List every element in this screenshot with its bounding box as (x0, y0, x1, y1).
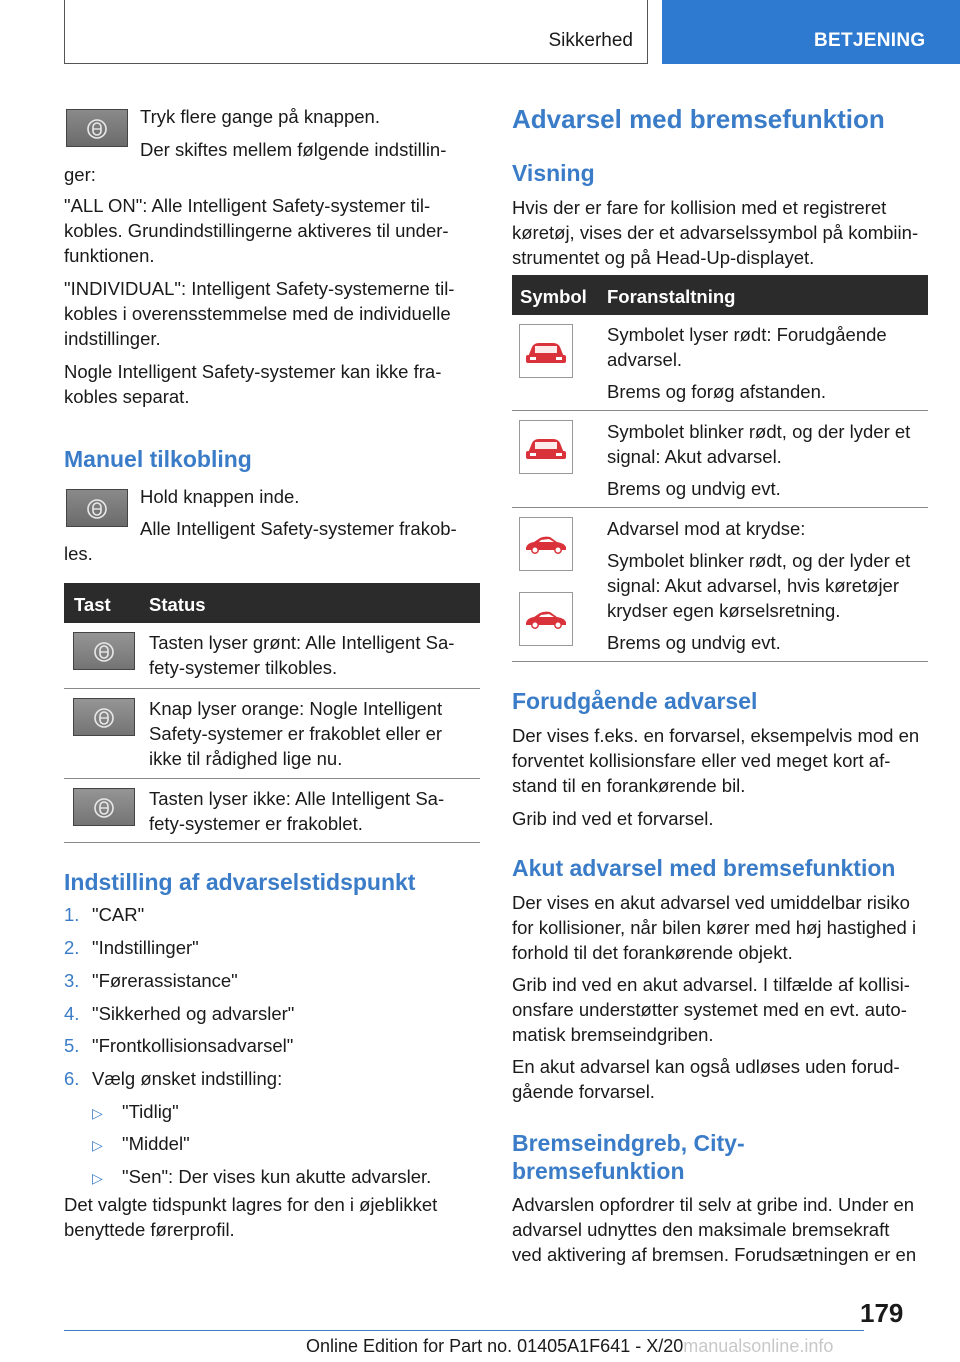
tast-col-header: Tast (74, 594, 111, 615)
tast-row2-c: ikke til rådighed lige nu. (149, 748, 343, 769)
akut-text-a: Der vises en akut advarsel ved umiddelbar risiko (512, 892, 910, 913)
individual-text-b: kobles i overensstemmelse med de individuelle (64, 303, 451, 324)
crossing-car-icon (519, 517, 573, 571)
akut-text-g: En akut advarsel kan også udløses uden forud- (512, 1056, 900, 1077)
foranstaltning-col-header: Foranstaltning (607, 286, 736, 307)
tast-row2-a: Knap lyser orange: Nogle Intelligent (149, 698, 443, 719)
car-flashing-warning-icon (519, 420, 573, 474)
intro-text-2a: Der skiftes mellem følgende indstillin- (140, 139, 447, 160)
sym-row3-d: krydser egen kørselsretning. (607, 600, 841, 621)
option-item: ▷ "Middel" (64, 1131, 484, 1164)
brems-text-a: Advarslen opfordrer til selv at gribe ind. Under en (512, 1194, 915, 1215)
akut-text-h: gående forvarsel. (512, 1081, 655, 1102)
sym-row2-b: signal: Akut advarsel. (607, 446, 782, 467)
option-item: ▷ "Sen": Der vises kun akutte advarsler. (64, 1164, 484, 1197)
nogle-text-a: Nogle Intelligent Safety-systemer kan ikke fra- (64, 361, 442, 382)
symbol-table-header (512, 275, 928, 315)
akut-text-f: matisk bremseindgriben. (512, 1024, 714, 1045)
indstilling-heading: Indstilling af advarselstidspunkt (64, 869, 416, 895)
akut-text-e: onsfare understøtter systemet med en evt. auto- (512, 999, 907, 1020)
row-divider (64, 778, 480, 779)
tast-row3-b: fety-systemer er frakoblet. (149, 813, 363, 834)
triangle-bullet-icon: ▷ (92, 1170, 103, 1186)
header-chapter-tab (662, 0, 960, 64)
all-on-text-b: kobles. Grundindstillingerne aktiveres til under- (64, 220, 449, 241)
forud-text-c: stand til en forankørende bil. (512, 775, 746, 796)
car-warning-icon (519, 324, 573, 378)
bremseindgreb-heading-a: Bremseindgreb, City- (512, 1130, 745, 1156)
status-off-button-icon (73, 788, 135, 826)
all-on-text-a: "ALL ON": Alle Intelligent Safety-systemer til- (64, 195, 431, 216)
step-item: 4. "Sikkerhed og advarsler" (64, 1003, 295, 1024)
forudgaaende-heading: Forudgående advarsel (512, 688, 758, 714)
akut-heading: Akut advarsel med bremsefunktion (512, 855, 896, 881)
sym-row1-c: Brems og forøg afstanden. (607, 381, 827, 402)
hold-text: Hold knappen inde. (140, 486, 300, 507)
sym-row3-e: Brems og undvig evt. (607, 632, 781, 653)
step-item: 5. "Frontkollisionsadvarsel" (64, 1035, 294, 1056)
nogle-text-b: kobles separat. (64, 386, 190, 407)
crossing-car-icon-2 (519, 592, 573, 646)
tast-table-header (64, 583, 480, 623)
closing-text-a: Det valgte tidspunkt lagres for den i øjeblikket (64, 1194, 438, 1215)
row-divider (512, 507, 928, 508)
forud-text-b: forventet kollisionsfare eller ved meget kort af- (512, 750, 891, 771)
steps-list (64, 902, 484, 1197)
akut-text-c: forhold til det forankørende objekt. (512, 942, 793, 963)
visning-heading: Visning (512, 160, 595, 186)
edition-text: Online Edition for Part no. 01405A1F641 - X/20manualsonline.info (306, 1336, 834, 1356)
sym-row1-b: advarsel. (607, 349, 683, 370)
step-item: 3. "Førerassistance" (64, 970, 238, 991)
watermark-text: manualsonline.info (683, 1336, 834, 1356)
tast-row1-b: fety-systemer tilkobles. (149, 657, 338, 678)
status-orange-button-icon (73, 698, 135, 736)
safety-button-icon (66, 109, 128, 147)
row-divider (512, 661, 928, 662)
tast-row3-a: Tasten lyser ikke: Alle Intelligent Sa- (149, 788, 445, 809)
sym-row2-c: Brems og undvig evt. (607, 478, 781, 499)
row-divider (64, 842, 480, 843)
brems-text-c: ved aktivering af bremsen. Forudsætningen er en (512, 1244, 917, 1265)
brems-text-b: advarsel udnyttes den maksimale bremsekraft (512, 1219, 890, 1240)
individual-text-c: indstillinger. (64, 328, 161, 349)
bremseindgreb-heading-b: bremsefunktion (512, 1158, 685, 1184)
intro-text-1: Tryk flere gange på knappen. (140, 106, 380, 127)
tast-row2-b: Safety-systemer er frakoblet eller er (149, 723, 443, 744)
step-item: 2. "Indstillinger" (64, 937, 199, 958)
intro-text-2b: ger: (64, 164, 96, 185)
closing-text-b: benyttede førerprofil. (64, 1219, 235, 1240)
footer-divider (64, 1330, 864, 1331)
header-section-label: Sikkerhed (548, 30, 633, 51)
triangle-bullet-icon: ▷ (92, 1105, 103, 1121)
akut-text-d: Grib ind ved en akut advarsel. I tilfælde af kollisi- (512, 974, 910, 995)
sym-row3-a: Advarsel mod at krydse: (607, 518, 806, 539)
manuel-heading: Manuel tilkobling (64, 446, 252, 472)
safety-button-icon-2 (66, 489, 128, 527)
status-green-button-icon (73, 632, 135, 670)
visning-text-a: Hvis der er fare for kollision med et registreret (512, 197, 887, 218)
step-item: 6. Vælg ønsket indstilling: (64, 1068, 283, 1089)
akut-text-b: for kollisioner, når bilen kører med høj hastighed i (512, 917, 917, 938)
all-on-text-c: funktionen. (64, 245, 155, 266)
status-col-header: Status (149, 594, 206, 615)
triangle-bullet-icon: ▷ (92, 1137, 103, 1153)
sym-row3-b: Symbolet blinker rødt, og der lyder et (607, 550, 911, 571)
alle-text-b: les. (64, 543, 93, 564)
step-item: 1. "CAR" (64, 904, 145, 925)
tast-row1-a: Tasten lyser grønt: Alle Intelligent Sa- (149, 632, 455, 653)
individual-text-a: "INDIVIDUAL": Intelligent Safety-systemerne til- (64, 278, 455, 299)
header-section-tab (64, 0, 648, 64)
symbol-col-header: Symbol (520, 286, 587, 307)
alle-text-a: Alle Intelligent Safety-systemer frakob- (140, 518, 457, 539)
sym-row2-a: Symbolet blinker rødt, og der lyder et (607, 421, 911, 442)
row-divider (512, 410, 928, 411)
header-chapter-label: BETJENING (814, 30, 926, 51)
option-item: ▷ "Tidlig" (64, 1099, 484, 1131)
page-number: 179 (860, 1298, 904, 1328)
row-divider (64, 688, 480, 689)
forud-text-d: Grib ind ved et forvarsel. (512, 808, 714, 829)
forud-text-a: Der vises f.eks. en forvarsel, eksempelvis mod en (512, 725, 920, 746)
sym-row1-a: Symbolet lyser rødt: Forudgående (607, 324, 887, 345)
advarsel-heading: Advarsel med bremsefunktion (512, 104, 885, 134)
visning-text-b: køretøj, vises der et advarselssymbol på kombiin- (512, 222, 919, 243)
sym-row3-c: signal: Akut advarsel, hvis køretøjer (607, 575, 899, 596)
visning-text-c: strumentet og på Head-Up-displayet. (512, 247, 815, 268)
